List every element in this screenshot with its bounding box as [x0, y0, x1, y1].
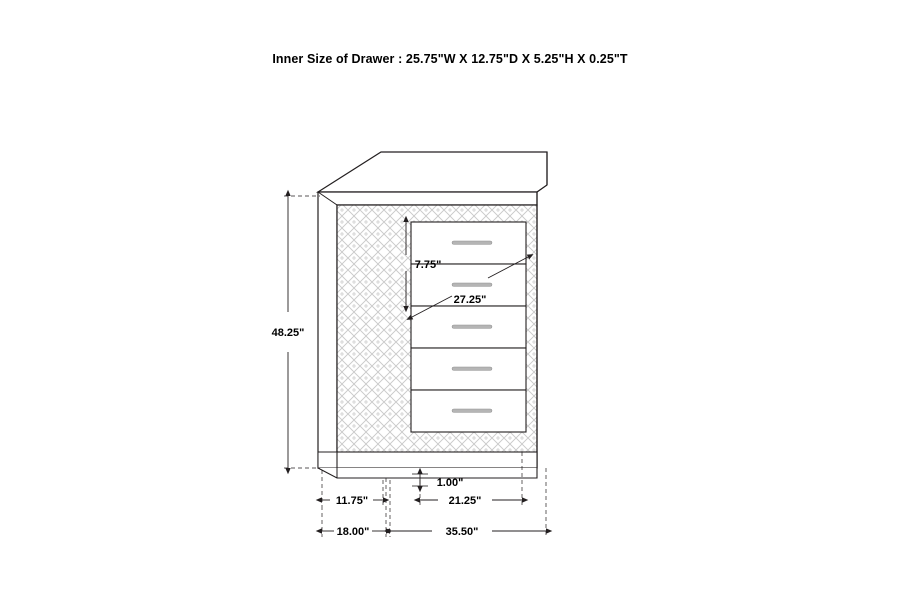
drawer-stack: [411, 222, 526, 432]
drawer-4: [411, 348, 526, 390]
drawer-handle: [452, 283, 492, 286]
drawer-handle: [452, 241, 492, 244]
drawer-handle: [452, 325, 492, 328]
dimension-label-front-inner-width: 21.25": [448, 495, 482, 507]
dimension-label-base-depth: 18.00": [336, 526, 370, 538]
dimension-label-side-depth: 11.75": [335, 495, 369, 507]
dimension-base-depth: [322, 478, 386, 538]
drawer-3: [411, 306, 526, 348]
drawer-handle: [452, 367, 492, 370]
drawer-handle: [452, 409, 492, 412]
chest-top-panel: [318, 152, 547, 192]
page-title: Inner Size of Drawer : 25.75"W X 12.75"D X 5.25"H X 0.25"T: [272, 52, 628, 66]
drawer-1: [411, 222, 526, 264]
dimension-label-leg-height: 1.00": [436, 477, 464, 489]
dimension-label-base-width: 35.50": [445, 526, 479, 538]
drawer-5: [411, 390, 526, 432]
chest-body: [318, 152, 547, 478]
dimension-label-drawer-height: 7.75": [414, 259, 442, 271]
dimension-label-height: 48.25": [271, 327, 305, 339]
dimension-total-height: [272, 196, 320, 468]
dimension-label-drawer-width: 27.25": [453, 294, 487, 306]
